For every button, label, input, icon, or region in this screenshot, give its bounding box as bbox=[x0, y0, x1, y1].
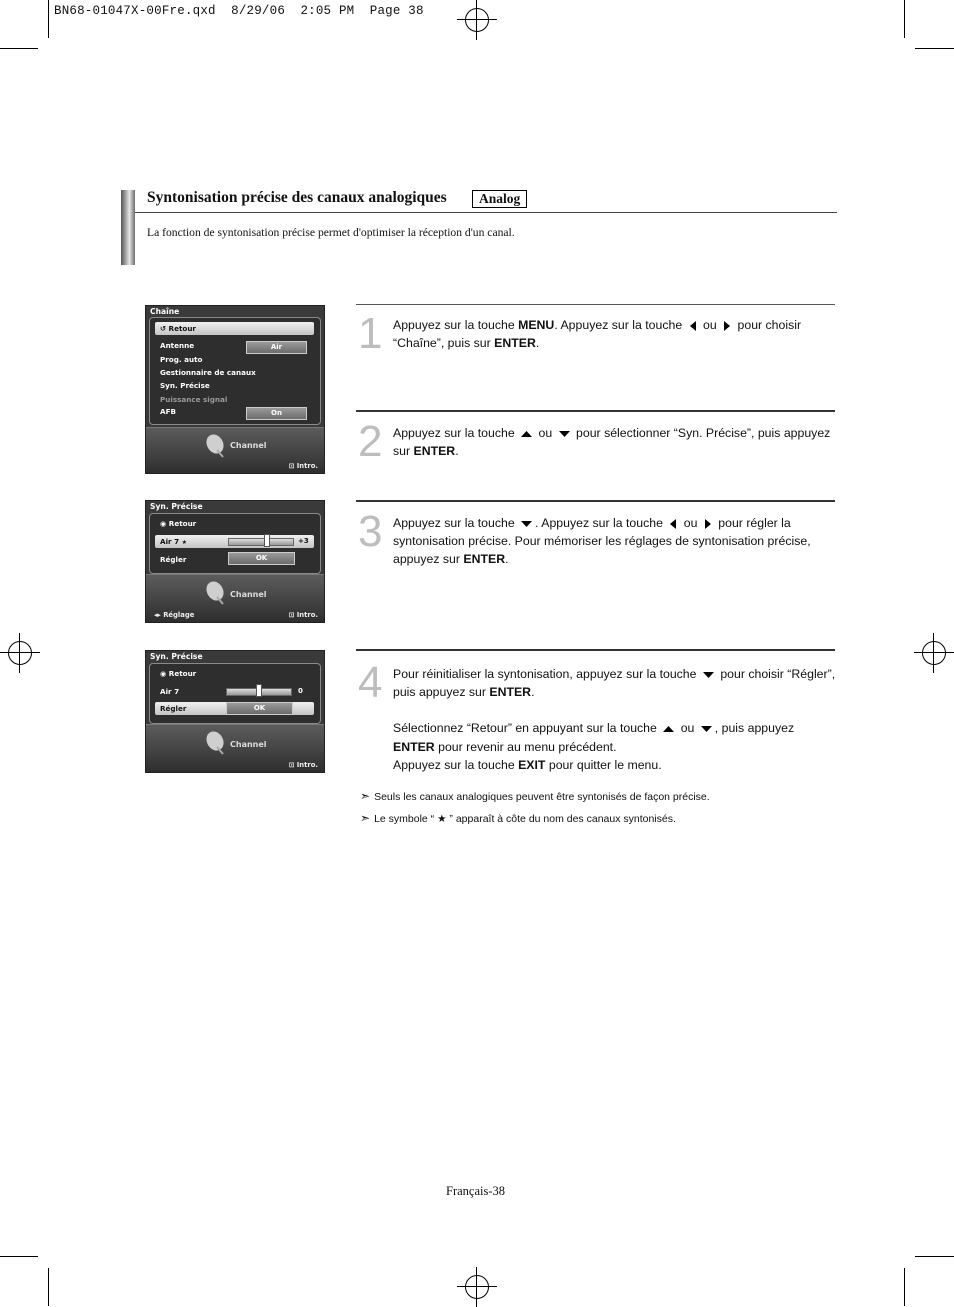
step-rule bbox=[356, 410, 835, 412]
step-number: 2 bbox=[358, 417, 383, 466]
step-number: 3 bbox=[358, 507, 383, 556]
crop-mark bbox=[48, 0, 49, 38]
ok-button: OK bbox=[228, 552, 295, 565]
step-4-para-3: Appuyez sur la touche EXIT pour quitter le menu. bbox=[393, 757, 662, 772]
step-number: 4 bbox=[358, 658, 383, 707]
antenna-icon bbox=[204, 729, 226, 755]
menu-item-retour: ◉ Retour bbox=[160, 519, 197, 528]
intro-footer: ⊡ Intro. bbox=[288, 611, 318, 619]
left-arrow-icon bbox=[669, 519, 677, 529]
return-icon: ◉ bbox=[160, 519, 169, 528]
screen-header: Chaîne bbox=[150, 307, 180, 316]
fine-tune-value: +3 bbox=[298, 537, 309, 545]
up-arrow-icon bbox=[663, 725, 674, 733]
crop-mark bbox=[904, 1268, 905, 1306]
step-rule bbox=[356, 649, 835, 651]
screen-bottom-bar bbox=[146, 574, 324, 622]
step-rule bbox=[356, 500, 835, 502]
section-sidebar-bar bbox=[121, 190, 135, 265]
crop-mark bbox=[48, 1268, 49, 1306]
registration-mark-icon bbox=[457, 1267, 497, 1307]
step-1-text: Appuyez sur la touche MENU. Appuyez sur la touche ou pour choisir “Chaîne”, puis sur ENTER. bbox=[393, 318, 802, 351]
menu-item-gestionnaire: Gestionnaire de canaux bbox=[160, 368, 256, 377]
up-arrow-icon bbox=[521, 430, 532, 438]
crop-mark bbox=[0, 1256, 38, 1257]
antenna-icon bbox=[204, 579, 226, 605]
menu-item-prog-auto: Prog. auto bbox=[160, 355, 203, 364]
channel-label: Channel bbox=[230, 441, 267, 450]
menu-panel bbox=[149, 513, 321, 574]
menu-item-afb: AFB bbox=[160, 407, 176, 416]
screen-bottom-bar bbox=[146, 427, 324, 473]
down-arrow-icon bbox=[703, 671, 714, 679]
crop-mark bbox=[915, 48, 954, 49]
registration-mark-icon bbox=[457, 0, 497, 40]
print-slug: BN68-01047X-00Fre.qxd 8/29/06 2:05 PM Page 38 bbox=[54, 4, 424, 18]
adjust-footer: ◂▸ Réglage bbox=[154, 611, 195, 619]
registration-mark-icon bbox=[914, 633, 954, 673]
fine-tune-slider bbox=[228, 538, 294, 546]
channel-label: Channel bbox=[230, 590, 267, 599]
down-arrow-icon bbox=[701, 725, 712, 733]
intro-footer: ⊡ Intro. bbox=[288, 462, 318, 470]
page-number: Français-38 bbox=[446, 1184, 506, 1198]
slider-thumb bbox=[264, 534, 270, 547]
step-2-text: Appuyez sur la touche ou pour sélectionner “Syn. Précise”, puis appuyez sur ENTER. bbox=[393, 426, 831, 459]
tuned-star-icon: ★ bbox=[181, 539, 187, 546]
menu-item-syn-precise: Syn. Précise bbox=[160, 381, 210, 390]
menu-item-channel: Air 7 bbox=[160, 687, 180, 696]
right-arrow-icon bbox=[704, 519, 712, 529]
menu-item-antenne: Antenne bbox=[160, 341, 195, 350]
step-4-para-1: Pour réinitialiser la syntonisation, appuyez sur la touche pour choisir “Régler”, puis appuyez sur ENTER. bbox=[393, 667, 836, 700]
note-arrow-icon: ➣ bbox=[360, 789, 371, 803]
menu-panel bbox=[149, 317, 321, 425]
down-arrow-icon bbox=[521, 520, 532, 528]
left-arrow-icon bbox=[689, 321, 697, 331]
screen-bottom-bar bbox=[146, 724, 324, 772]
section-title: Syntonisation précise des canaux analogiques bbox=[147, 189, 447, 206]
note-1: ➣ Seuls les canaux analogiques peuvent être syntonisés de façon précise. bbox=[360, 789, 710, 803]
tv-screen-fine-tune-reset bbox=[145, 650, 325, 773]
menu-panel bbox=[149, 663, 321, 724]
fine-tune-value: 0 bbox=[298, 687, 303, 695]
crop-mark bbox=[0, 48, 38, 49]
tuned-star-icon: ★ bbox=[437, 813, 447, 825]
return-icon: ◉ bbox=[160, 669, 169, 678]
crop-mark bbox=[904, 0, 905, 38]
channel-label: Channel bbox=[230, 740, 267, 749]
analog-badge: Analog bbox=[472, 190, 527, 208]
down-arrow-icon bbox=[559, 430, 570, 438]
antenne-value: Air bbox=[246, 341, 307, 354]
step-number: 1 bbox=[358, 309, 383, 358]
tv-screen-channel-menu bbox=[145, 305, 325, 474]
return-icon: ↺ bbox=[160, 324, 169, 333]
section-intro: La fonction de syntonisation précise permet d'optimiser la réception d'un canal. bbox=[147, 226, 515, 239]
menu-item-channel: Air 7 ★ bbox=[155, 535, 314, 548]
step-3-text: Appuyez sur la touche . Appuyez sur la touche ou pour régler la syntonisation précise. Pour mémoriser les réglages de syntonisation précise, appuyez sur ENTER. bbox=[393, 516, 811, 567]
slider-thumb bbox=[256, 684, 262, 697]
screen-header: Syn. Précise bbox=[150, 502, 203, 511]
step-rule bbox=[356, 304, 835, 305]
note-arrow-icon: ➣ bbox=[360, 811, 371, 825]
screen-header: Syn. Précise bbox=[150, 652, 203, 661]
step-4-para-2: Sélectionnez “Retour” en appuyant sur la touche ou , puis appuyez ENTER pour revenir au menu précédent. bbox=[393, 721, 795, 754]
antenna-icon bbox=[204, 432, 226, 458]
tv-screen-fine-tune-adjust bbox=[145, 500, 325, 623]
menu-item-puissance-signal: Puissance signal bbox=[160, 395, 228, 404]
step-4-text bbox=[393, 665, 843, 774]
right-arrow-icon bbox=[723, 321, 731, 331]
menu-item-retour: ◉ Retour bbox=[160, 669, 197, 678]
menu-item-regler: Régler bbox=[155, 702, 314, 715]
intro-footer: ⊡ Intro. bbox=[288, 761, 318, 769]
menu-item-regler: Régler bbox=[160, 555, 187, 564]
afb-value: On bbox=[246, 407, 307, 420]
ok-button: OK bbox=[226, 702, 293, 715]
note-2: ➣ Le symbole “ ★ ” apparaît à côte du nom des canaux syntonisés. bbox=[360, 811, 676, 825]
menu-item-retour: ↺ Retour bbox=[155, 322, 314, 335]
title-rule bbox=[135, 212, 837, 213]
registration-mark-icon bbox=[0, 633, 40, 673]
crop-mark bbox=[915, 1256, 954, 1257]
